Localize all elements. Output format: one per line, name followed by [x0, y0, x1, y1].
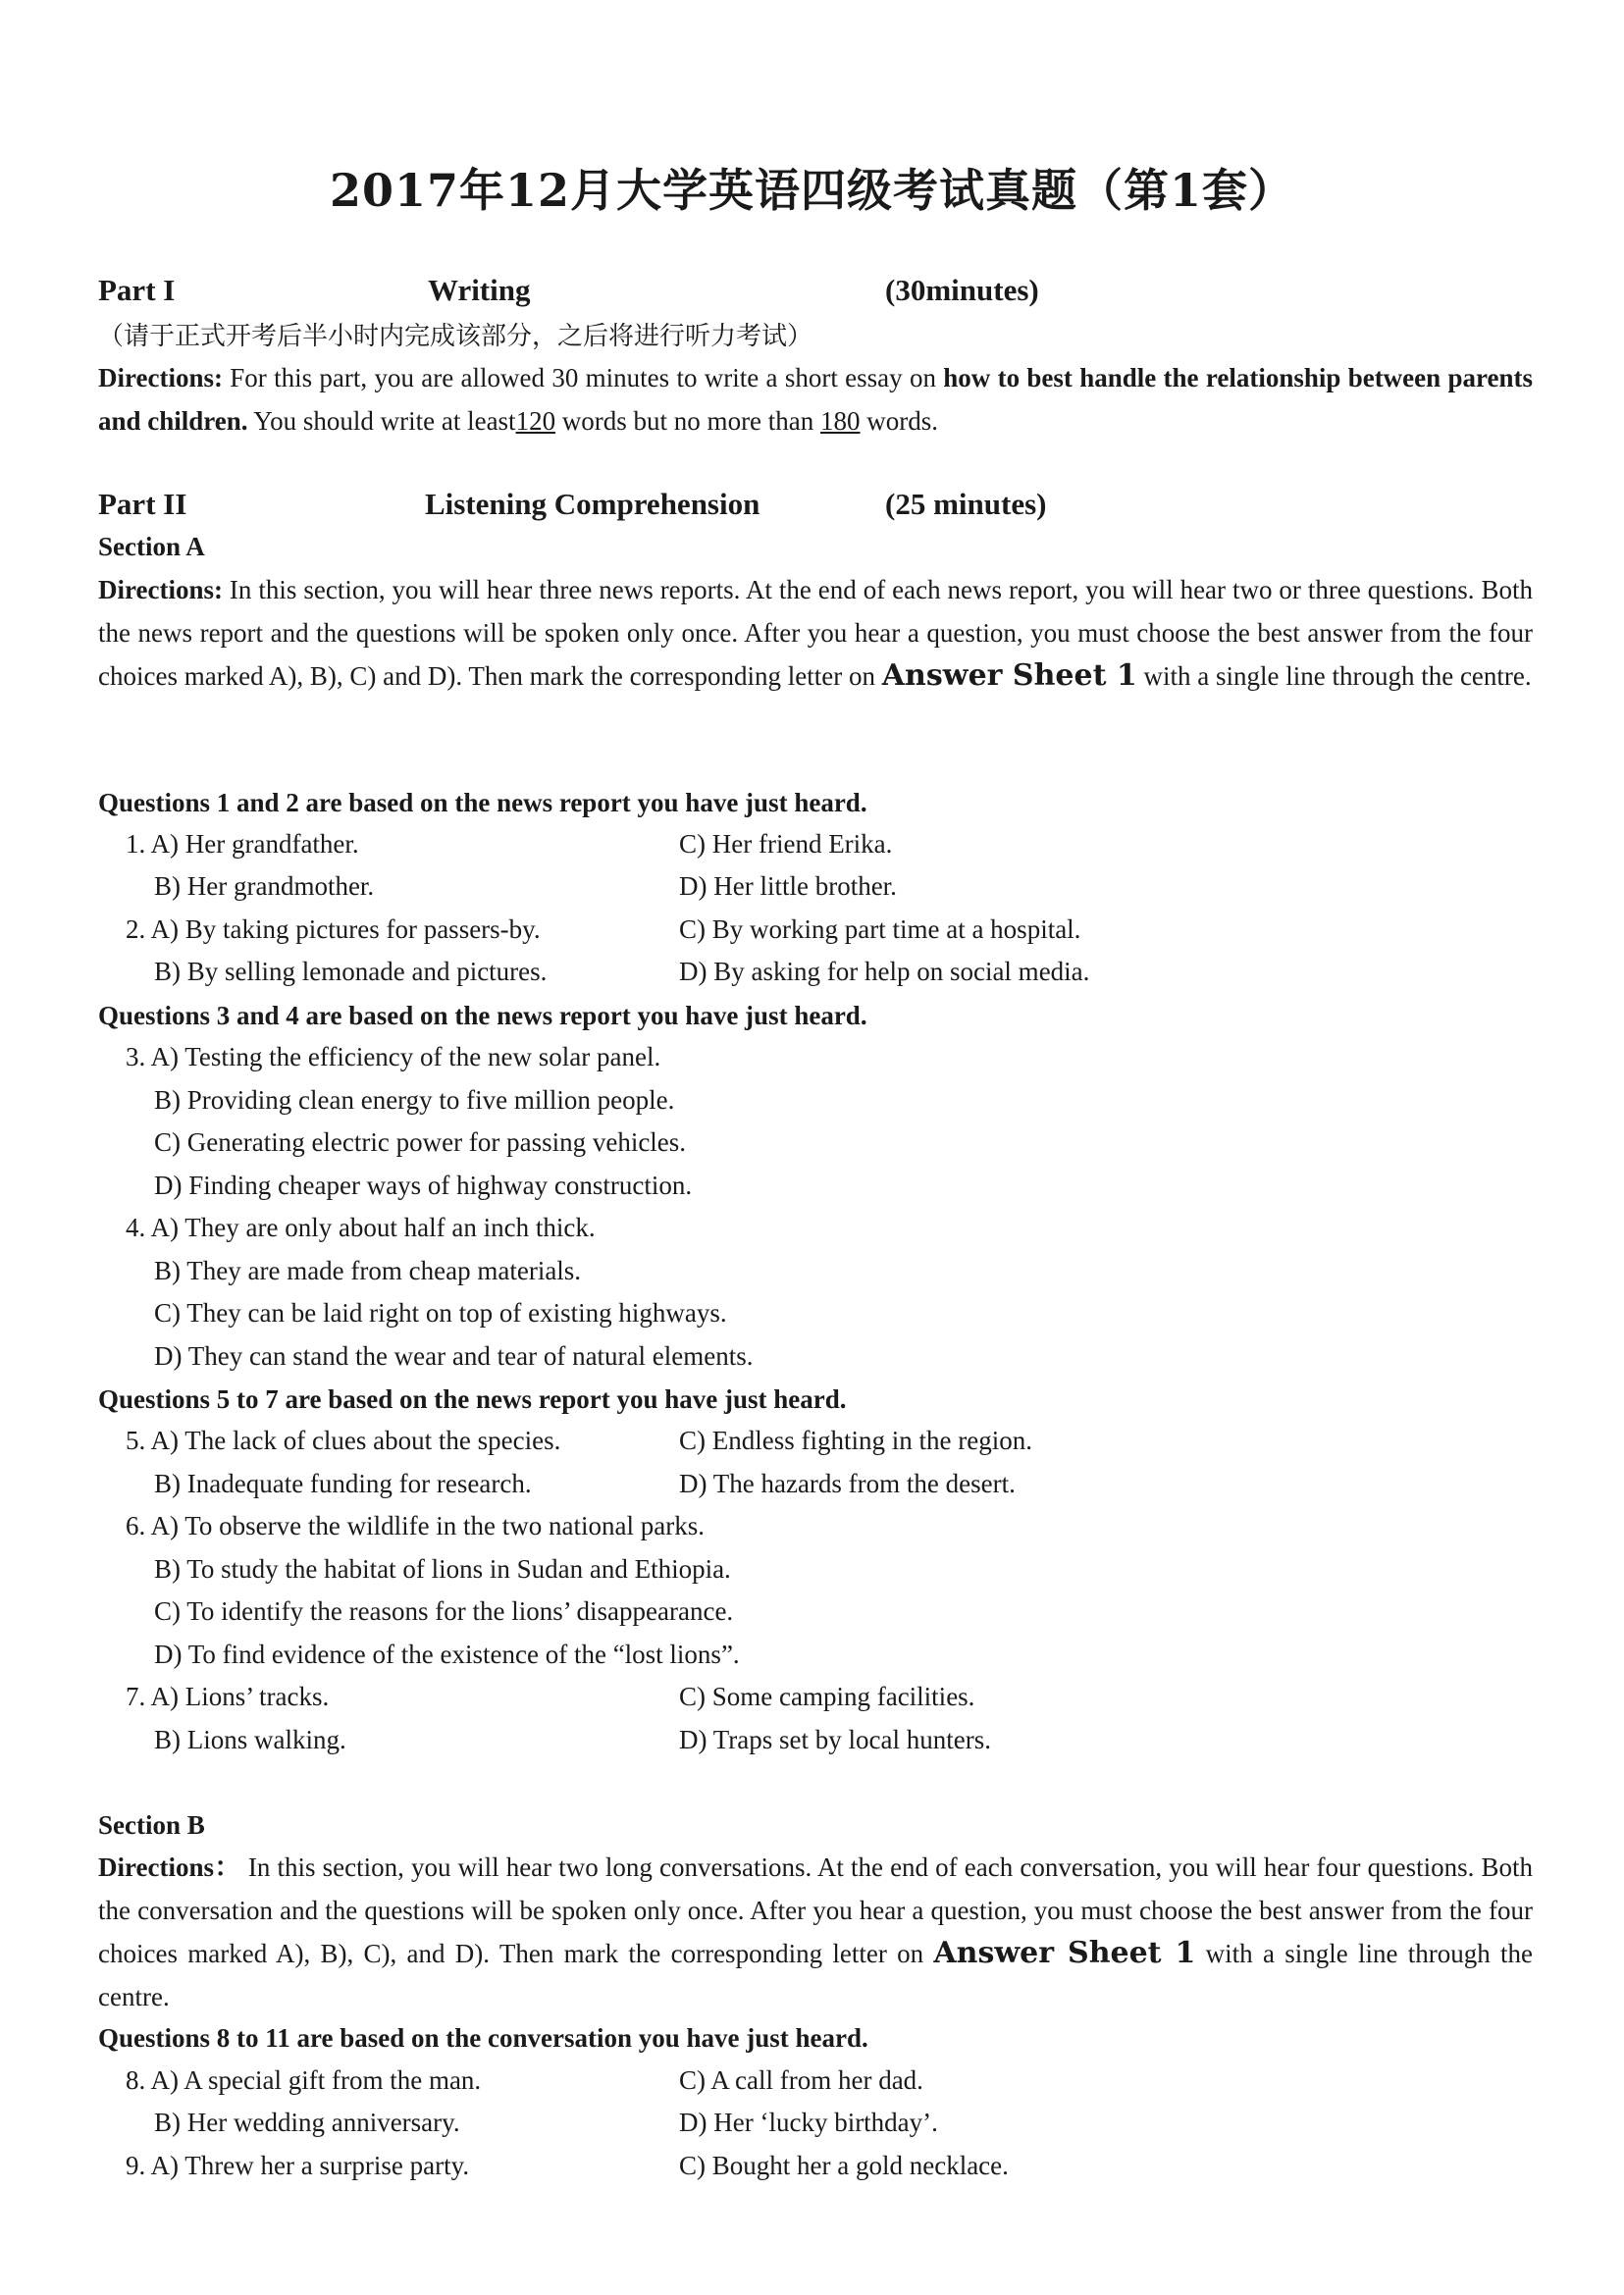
part1-name: Writing — [428, 273, 531, 307]
question-group-title: Questions 1 and 2 are based on the news report you have just heard. — [98, 788, 867, 817]
q9-option-a: 9. A) Threw her a surprise party. — [126, 2151, 470, 2180]
part1-time: (30minutes) — [885, 273, 1039, 307]
q8-option-c: C) A call from her dad. — [679, 2065, 923, 2095]
q8-option-d: D) Her ‘lucky birthday’. — [679, 2108, 938, 2137]
page-title: 2017年12月大学英语四级考试真题（第1套） — [329, 164, 1295, 217]
directions-label: Directions: — [98, 363, 223, 392]
max-words: 180 — [820, 405, 861, 436]
min-words: 120 — [515, 405, 556, 436]
q2-option-b: B) By selling lemonade and pictures. — [154, 957, 548, 986]
q5-option-d: D) The hazards from the desert. — [679, 1469, 1016, 1498]
directions-label: Directions: — [98, 575, 223, 604]
q6-option-a: 6. A) To observe the wildlife in the two national parks. — [126, 1511, 705, 1540]
q5-option-a: 5. A) The lack of clues about the species. — [126, 1426, 561, 1455]
part2-label: Part II — [98, 487, 187, 521]
part2-name: Listening Comprehension — [425, 487, 760, 521]
q9-option-c: C) Bought her a gold necklace. — [679, 2151, 1009, 2180]
q1-option-b: B) Her grandmother. — [154, 871, 375, 901]
answer-sheet-label: Answer Sheet 1 — [881, 658, 1137, 693]
q1-option-c: C) Her friend Erika. — [679, 829, 893, 859]
directions-label: Directions： — [98, 1852, 241, 1882]
question-group-title: Questions 3 and 4 are based on the news report you have just heard. — [98, 1001, 867, 1030]
q1-option-d: D) Her little brother. — [679, 871, 897, 901]
essay-topic: how to best handle the relationship between parents and children. — [98, 363, 1533, 436]
question-group-title: Questions 8 to 11 are based on the conversation you have just heard. — [98, 2023, 868, 2053]
part1-note: （请于正式开考后半小时内完成该部分，之后将进行听力考试） — [98, 322, 813, 351]
part2-time: (25 minutes) — [885, 487, 1047, 521]
q3-option-d: D) Finding cheaper ways of highway construction. — [154, 1171, 693, 1200]
part1-directions: Directions: For this part, you are allowed 30 minutes to write a short essay on how to best handle the relationship between parents and children. You should write at least120 words but no more than 180 words. — [98, 363, 1533, 436]
q5-option-c: C) Endless fighting in the region. — [679, 1426, 1032, 1455]
q3-option-a: 3. A) Testing the efficiency of the new solar panel. — [126, 1042, 661, 1071]
q7-option-d: D) Traps set by local hunters. — [679, 1725, 991, 1754]
q4-option-d: D) They can stand the wear and tear of natural elements. — [154, 1341, 754, 1371]
q6-option-d: D) To find evidence of the existence of the “lost lions”. — [154, 1640, 740, 1669]
q8-option-b: B) Her wedding anniversary. — [154, 2108, 460, 2137]
q2-option-a: 2. A) By taking pictures for passers-by. — [126, 914, 541, 944]
q8-option-a: 8. A) A special gift from the man. — [126, 2065, 482, 2095]
q6-option-c: C) To identify the reasons for the lions’ disappearance. — [154, 1596, 734, 1626]
q7-option-b: B) Lions walking. — [154, 1725, 346, 1754]
section-a-directions: Directions: In this section, you will hear three news reports. At the end of each news report, you will hear two or three questions. Both the news report and the questions will be spoken only once. After you hear a question, you must choose the best answer from the four choices marked A), B), C) and D). Then mark the corresponding letter on Answer Sheet 1 with a single line through the centre. — [98, 575, 1533, 693]
q4-option-b: B) They are made from cheap materials. — [154, 1256, 582, 1285]
section-a-title: Section A — [98, 532, 205, 561]
section-b-directions: Directions： In this section, you will hear two long conversations. At the end of each conversation, you will hear four questions. Both the conversation and the questions will be spoken only once. After you hear a question, you must choose the best answer from the four choices marked A), B), C), and D). Then mark the corresponding letter on Answer Sheet 1 with a single line through the centre. — [98, 1852, 1533, 2011]
q3-option-c: C) Generating electric power for passing vehicles. — [154, 1127, 687, 1157]
q4-option-c: C) They can be laid right on top of existing highways. — [154, 1298, 727, 1328]
part2-header — [98, 487, 1531, 526]
q5-option-b: B) Inadequate funding for research. — [154, 1469, 532, 1498]
q3-option-b: B) Providing clean energy to five million people. — [154, 1085, 675, 1115]
q2-option-d: D) By asking for help on social media. — [679, 957, 1090, 986]
part1-label: Part I — [98, 273, 176, 307]
q6-option-b: B) To study the habitat of lions in Sudan and Ethiopia. — [154, 1554, 731, 1584]
q4-option-a: 4. A) They are only about half an inch thick. — [126, 1213, 596, 1242]
section-b-title: Section B — [98, 1810, 205, 1840]
q7-option-c: C) Some camping facilities. — [679, 1682, 975, 1711]
question-group-title: Questions 5 to 7 are based on the news report you have just heard. — [98, 1384, 847, 1414]
q1-option-a: 1. A) Her grandfather. — [126, 829, 359, 859]
q2-option-c: C) By working part time at a hospital. — [679, 914, 1081, 944]
part1-header — [98, 273, 1531, 312]
q7-option-a: 7. A) Lions’ tracks. — [126, 1682, 330, 1711]
answer-sheet-label: Answer Sheet 1 — [933, 1936, 1196, 1970]
